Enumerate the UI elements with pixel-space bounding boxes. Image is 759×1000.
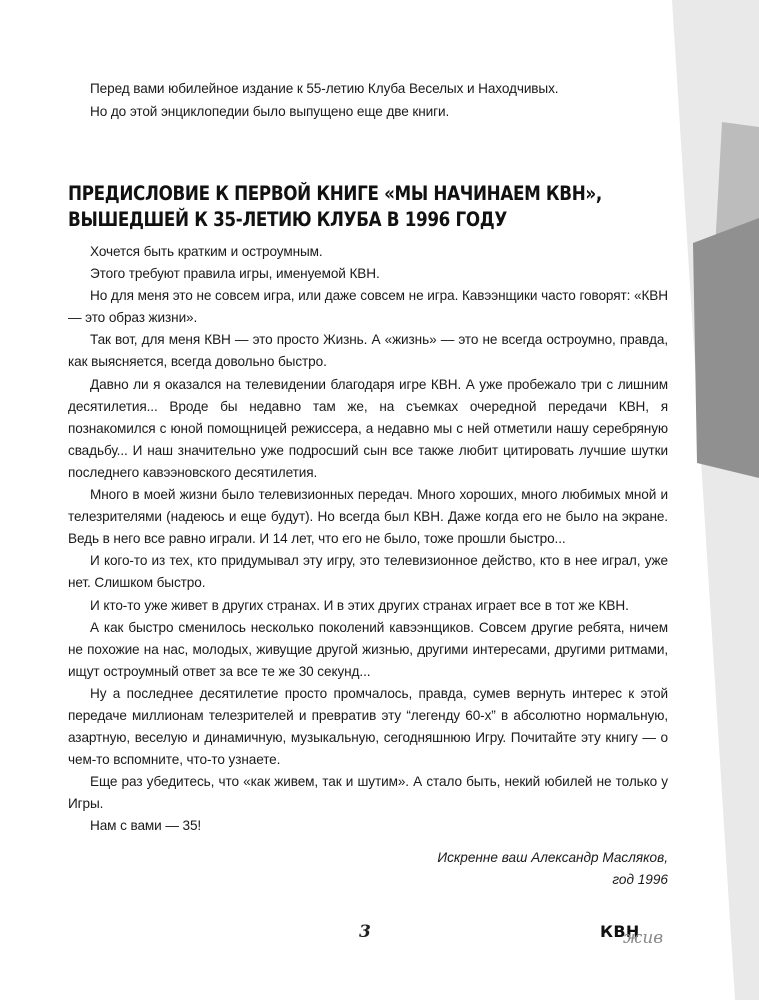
intro-line: Но до этой энциклопедии было выпущено еще две книги.	[90, 103, 450, 119]
paragraph: Ну а последнее десятилетие просто промчалось, правда, сумев вернуть интерес к этой передаче миллионам телезрителей и превратив эту “легенду 60-х” в абсолютно нормальную, азартную, веселую и динамичную, музыкальную, сегодняшнюю Игру. Почитайте эту книгу — о чем-то вспомните, что-то узнаете.	[68, 685, 668, 768]
paragraph: Давно ли я оказался на телевидении благодаря игре КВН. А уже пробежало три с лишним десятилетия... Вроде бы недавно там же, на съемках очередной передачи КВН, я познакомился с юной помощницей режиссера, а недавно мы с ней отметили нашу серебряную свадьбу... И наш значительно уже подросший сын все также любит цитировать лучшие шутки последнего кавээновского десятилетия.	[68, 376, 668, 480]
paragraph: Хочется быть кратким и остроумным.	[90, 244, 323, 259]
deco-light-band	[672, 0, 759, 1000]
logo-main-text: КВН	[600, 922, 640, 941]
signature-name: Искренне ваш Александр Масляков,	[437, 849, 668, 865]
paragraph: А как быстро сменилось несколько поколений кавээнщиков. Совсем другие ребята, ничем не похожие на нас, молодых, живущие другой жизнью, другими интересами, другими ритмами, ищут остроумный ответ за все те же 30 секунд...	[68, 619, 668, 679]
paragraph: И кто-то уже живет в других странах. И в этих других странах играет все в тот же КВН.	[90, 597, 629, 613]
deco-dark-rect	[693, 218, 759, 478]
paragraph: Еще раз убедитесь, что «как живем, так и шутим». А стало быть, некий юбилей не только у Игры.	[68, 774, 668, 812]
paragraph: Так вот, для меня КВН — это просто Жизнь. А «жизнь» — это не всегда остроумно, правда, как выясняется, всегда довольно быстро.	[68, 332, 668, 370]
paragraph: И кого-то из тех, кто придумывал эту игру, это телевизионное действо, кто в нее играл, уже нет. Слишком быстро.	[68, 553, 668, 591]
kvn-logo	[600, 922, 680, 952]
logo-script-text: жив	[623, 928, 664, 948]
paragraph: Этого требуют правила игры, именуемой КВН.	[90, 266, 380, 282]
heading-line: ВЫШЕДШЕЙ К 35-ЛЕТИЮ КЛУБА В 1996 ГОДУ	[68, 208, 507, 231]
paragraph: Нам с вами — 35!	[90, 818, 202, 834]
intro-block	[68, 78, 668, 123]
section-heading	[68, 181, 668, 233]
paragraph: Много в моей жизни было телевизионных передач. Много хороших, много любимых мной и телезрителями (надеюсь и еще будут). Но всегда был КВН. Даже когда его не было на экране. Ведь в него все равно играли. И 14 лет, что его не было, тоже прошли быстро...	[68, 487, 668, 547]
page-content	[68, 78, 668, 891]
foreword-body	[68, 241, 668, 838]
signature-year: год 1996	[612, 871, 668, 887]
deco-mid-rect	[712, 122, 759, 312]
page-number: 3	[359, 922, 371, 942]
paragraph: Но для меня это не совсем игра, или даже совсем не игра. Кавээнщики часто говорят: «КВН — это образ жизни».	[68, 288, 668, 326]
signature	[68, 847, 668, 891]
intro-line: Перед вами юбилейное издание к 55-летию Клуба Веселых и Находчивых.	[90, 81, 559, 96]
heading-line: ПРЕДИСЛОВИЕ К ПЕРВОЙ КНИГЕ «МЫ НАЧИНАЕМ КВН»,	[68, 182, 602, 205]
